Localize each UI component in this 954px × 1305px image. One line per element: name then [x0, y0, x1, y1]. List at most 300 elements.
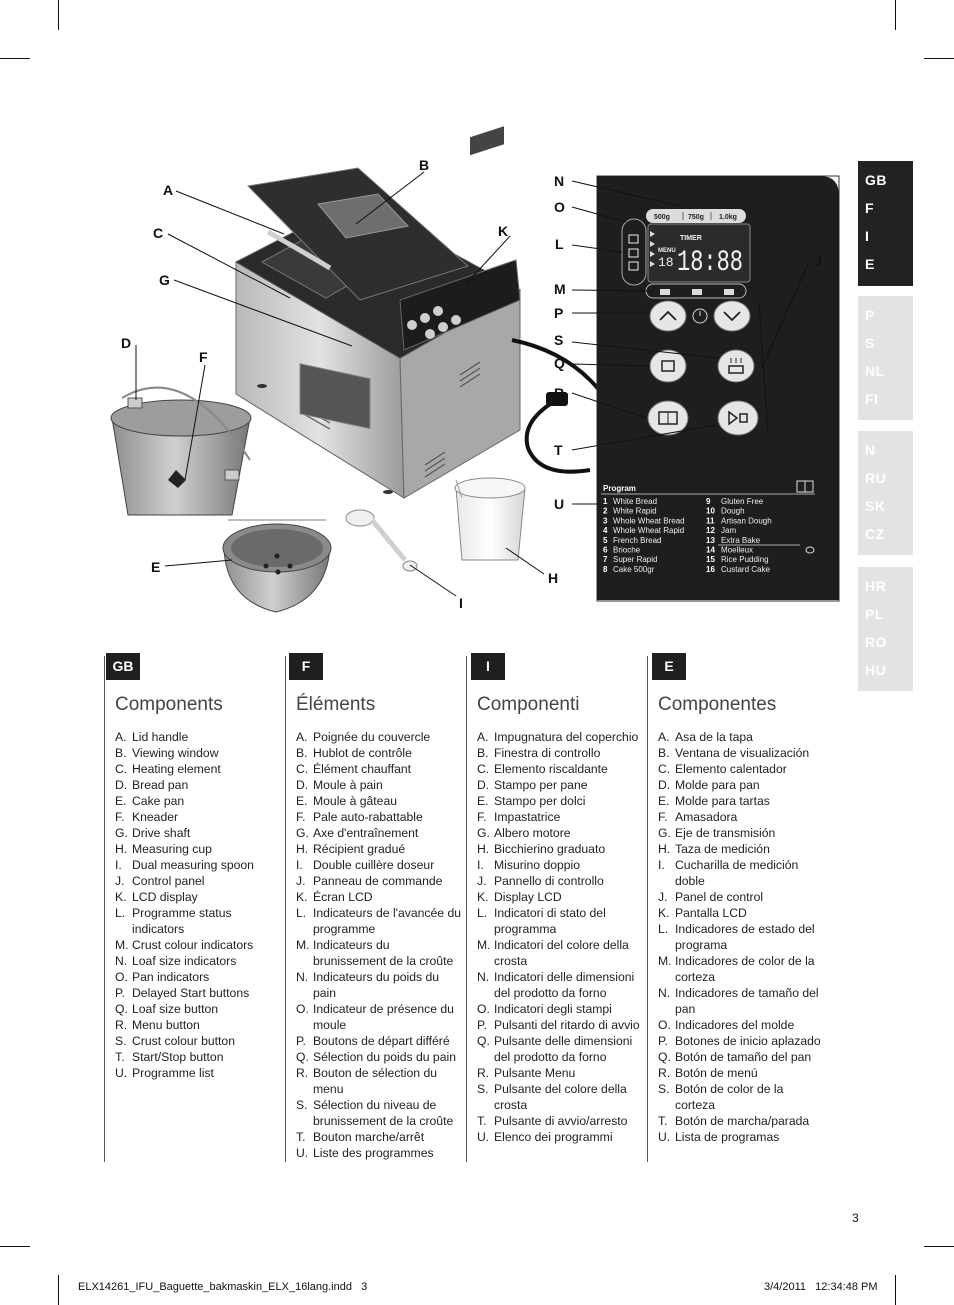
- component-letter: I.: [115, 858, 122, 872]
- component-item: [296, 841, 464, 857]
- callout-s: S: [554, 332, 564, 348]
- component-letter: D.: [658, 778, 671, 792]
- component-item: [477, 889, 645, 905]
- program-number: 9: [706, 497, 711, 506]
- measuring-spoon: [346, 510, 417, 571]
- component-text: Axe d'entraînement: [313, 826, 419, 840]
- language-code[interactable]: NL: [865, 363, 885, 379]
- language-code[interactable]: N: [865, 442, 876, 458]
- component-item: [115, 825, 265, 841]
- menu-button[interactable]: [648, 401, 688, 435]
- component-letter: G.: [477, 826, 490, 840]
- component-letter: E.: [477, 794, 489, 808]
- language-code[interactable]: PL: [865, 606, 884, 622]
- component-item: [658, 1113, 826, 1129]
- component-item: [115, 873, 265, 889]
- component-letter: C.: [477, 762, 490, 776]
- program-number: 1: [603, 497, 608, 506]
- component-item: [296, 729, 464, 745]
- program-number: 2: [603, 506, 608, 516]
- component-text: Hublot de contrôle: [313, 746, 412, 760]
- component-letter: U.: [296, 1146, 309, 1160]
- component-item: [477, 857, 645, 873]
- program-name: Whole Wheat Bread: [613, 516, 685, 526]
- component-letter: A.: [115, 730, 127, 744]
- program-number: 8: [603, 564, 608, 574]
- component-letter: N.: [115, 954, 128, 968]
- callout-a: A: [163, 182, 174, 198]
- language-group: [858, 567, 913, 691]
- component-letter: J.: [296, 874, 306, 888]
- callout-e: E: [151, 559, 161, 575]
- component-text: Indicatori delle dimensioni del prodotto da forno: [494, 970, 635, 1000]
- program-name: Cake 500gr: [613, 564, 655, 574]
- component-item: [115, 953, 265, 969]
- component-letter: T.: [477, 1114, 487, 1128]
- component-item: [115, 985, 265, 1001]
- component-text: Crust colour button: [132, 1034, 235, 1048]
- program-name: Moelleux: [721, 545, 754, 555]
- page-number: 3: [852, 1211, 859, 1225]
- language-code[interactable]: CZ: [865, 526, 885, 542]
- component-item: [658, 857, 826, 889]
- component-letter: M.: [477, 938, 491, 952]
- component-letter: G.: [115, 826, 128, 840]
- component-text: Molde para tartas: [675, 794, 770, 808]
- component-letter: L.: [658, 922, 669, 936]
- component-text: Pan indicators: [132, 970, 210, 984]
- component-text: Panel de control: [675, 890, 764, 904]
- component-letter: G.: [296, 826, 309, 840]
- component-text: Ventana de visualización: [675, 746, 810, 760]
- components-list-f: [296, 729, 464, 1161]
- component-letter: D.: [115, 778, 128, 792]
- component-letter: C.: [115, 762, 128, 776]
- component-letter: H.: [658, 842, 671, 856]
- component-letter: K.: [115, 890, 127, 904]
- component-text: Indicadores del molde: [675, 1018, 795, 1032]
- component-letter: D.: [477, 778, 490, 792]
- component-text: Indicateurs de l'avancée du programme: [313, 906, 461, 936]
- component-item: [658, 1017, 826, 1033]
- component-letter: F.: [658, 810, 668, 824]
- component-letter: O.: [658, 1018, 671, 1032]
- component-item: [296, 809, 464, 825]
- component-item: [115, 809, 265, 825]
- component-letter: D.: [296, 778, 309, 792]
- component-text: Programme status indicators: [132, 906, 232, 936]
- callout-m: M: [554, 281, 566, 297]
- callout-i: I: [459, 595, 463, 611]
- program-number: 10: [706, 506, 715, 516]
- component-letter: R.: [296, 1066, 309, 1080]
- component-item: [477, 905, 645, 937]
- language-code[interactable]: P: [865, 307, 875, 323]
- menu-label: MENU: [658, 248, 676, 254]
- component-text: Start/Stop button: [132, 1050, 224, 1064]
- component-letter: F.: [115, 810, 125, 824]
- component-text: Indicatori di stato del programma: [494, 906, 606, 936]
- language-code[interactable]: HU: [865, 662, 887, 678]
- component-item: [477, 969, 645, 1001]
- component-item: [658, 793, 826, 809]
- column-title-e: Componentes: [658, 694, 777, 715]
- component-letter: H.: [115, 842, 128, 856]
- callout-k: K: [498, 223, 509, 239]
- language-code[interactable]: I: [865, 228, 870, 244]
- components-list-gb: [115, 729, 265, 1081]
- column-badge-gb: GB: [106, 653, 140, 680]
- decrement-button[interactable]: [650, 301, 686, 331]
- component-text: Viewing window: [132, 746, 219, 760]
- callout-r: R: [554, 385, 565, 401]
- component-text: Élément chauffant: [313, 762, 412, 776]
- component-letter: P.: [296, 1034, 306, 1048]
- callout-u: U: [554, 496, 565, 512]
- component-text: Asa de la tapa: [675, 730, 753, 744]
- menu-number: 18: [658, 255, 674, 270]
- component-item: [658, 953, 826, 985]
- lcd-time: 18:88: [677, 246, 743, 280]
- increment-button[interactable]: [714, 301, 750, 331]
- component-item: [477, 809, 645, 825]
- program-number: 6: [603, 545, 608, 555]
- component-letter: S.: [477, 1082, 489, 1096]
- component-letter: B.: [296, 746, 308, 760]
- component-item: [477, 777, 645, 793]
- component-item: [115, 937, 265, 953]
- component-letter: Q.: [296, 1050, 309, 1064]
- component-item: [658, 1129, 826, 1145]
- component-text: Elemento riscaldante: [494, 762, 608, 776]
- component-item: [658, 729, 826, 745]
- component-text: Delayed Start buttons: [132, 986, 250, 1000]
- component-letter: A.: [477, 730, 489, 744]
- component-text: Indicateur de présence du moule: [313, 1002, 454, 1032]
- component-letter: Q.: [115, 1002, 128, 1016]
- component-text: Botón de color de la corteza: [675, 1082, 784, 1112]
- component-item: [658, 745, 826, 761]
- component-letter: J.: [658, 890, 668, 904]
- component-text: Indicateurs du poids du pain: [313, 970, 440, 1000]
- component-item: [658, 841, 826, 857]
- component-item: [296, 889, 464, 905]
- component-letter: H.: [296, 842, 309, 856]
- component-letter: R.: [477, 1066, 490, 1080]
- cake-pan: [223, 520, 331, 612]
- component-text: Pulsante delle dimensioni del prodotto da forno: [494, 1034, 633, 1064]
- component-item: [477, 1017, 645, 1033]
- component-letter: N.: [296, 970, 309, 984]
- component-text: Stampo per pane: [494, 778, 588, 792]
- language-code[interactable]: F: [865, 200, 875, 216]
- loaf-size-button[interactable]: [650, 350, 686, 382]
- component-item: [477, 937, 645, 969]
- callout-f: F: [199, 349, 208, 365]
- callout-n: N: [554, 173, 565, 189]
- component-text: Control panel: [132, 874, 205, 888]
- callout-g: G: [159, 272, 170, 288]
- component-letter: E.: [658, 794, 670, 808]
- language-group: [858, 431, 913, 555]
- column-title-gb: Components: [115, 694, 223, 715]
- component-text: Botón de tamaño del pan: [675, 1050, 812, 1064]
- component-text: Crust colour indicators: [132, 938, 254, 952]
- component-letter: F.: [477, 810, 487, 824]
- language-code[interactable]: E: [865, 256, 875, 272]
- component-letter: K.: [658, 906, 670, 920]
- language-code[interactable]: SK: [865, 498, 886, 514]
- program-number: 12: [706, 526, 715, 536]
- component-letter: A.: [296, 730, 308, 744]
- component-letter: F.: [296, 810, 306, 824]
- language-code[interactable]: HR: [865, 578, 887, 594]
- component-item: [658, 825, 826, 841]
- component-letter: A.: [658, 730, 670, 744]
- size-500g: 500g: [654, 214, 670, 221]
- column-title-i: Componenti: [477, 694, 580, 715]
- component-letter: M.: [658, 954, 672, 968]
- component-text: Lid handle: [132, 730, 189, 744]
- callout-q: Q: [554, 355, 565, 371]
- component-text: Sélection du niveau de brunissement de la croûte: [313, 1098, 454, 1128]
- component-letter: N.: [658, 986, 671, 1000]
- component-text: Kneader: [132, 810, 179, 824]
- language-group-active: [858, 161, 913, 286]
- program-name: Jam: [721, 526, 737, 536]
- component-text: Stampo per dolci: [494, 794, 586, 808]
- component-item: [296, 873, 464, 889]
- component-text: Impastatrice: [494, 810, 561, 824]
- component-letter: M.: [115, 938, 129, 952]
- component-text: Indicatori degli stampi: [494, 1002, 612, 1016]
- component-text: Lista de programas: [675, 1130, 780, 1144]
- component-item: [115, 1065, 265, 1081]
- component-letter: I.: [658, 858, 665, 872]
- callout-b: B: [419, 157, 430, 173]
- component-item: [658, 985, 826, 1017]
- component-item: [115, 1033, 265, 1049]
- component-item: [115, 857, 265, 873]
- component-text: Bread pan: [132, 778, 189, 792]
- component-text: Sélection du poids du pain: [313, 1050, 456, 1064]
- component-letter: C.: [658, 762, 671, 776]
- component-item: [296, 825, 464, 841]
- component-text: Double cuillère doseur: [313, 858, 435, 872]
- component-text: Pulsante del colore della crosta: [494, 1082, 627, 1112]
- component-item: [658, 809, 826, 825]
- language-code[interactable]: S: [865, 335, 875, 351]
- component-letter: L.: [477, 906, 488, 920]
- component-item: [658, 921, 826, 953]
- program-name: Brioche: [613, 545, 641, 555]
- component-letter: U.: [477, 1130, 490, 1144]
- language-code[interactable]: GB: [865, 172, 887, 188]
- product-diagram: [0, 0, 954, 640]
- callout-t: T: [554, 442, 563, 458]
- program-name: Super Rapid: [613, 555, 658, 565]
- component-item: [296, 937, 464, 969]
- component-item: [115, 969, 265, 985]
- component-letter: O.: [115, 970, 128, 984]
- component-text: Finestra di controllo: [494, 746, 601, 760]
- component-item: [115, 905, 265, 937]
- program-name: Dough: [721, 506, 745, 516]
- component-text: Loaf size indicators: [132, 954, 237, 968]
- component-text: Écran LCD: [313, 890, 373, 904]
- crop-mark: [58, 1275, 59, 1305]
- bread-pan: [111, 388, 251, 515]
- component-item: [477, 761, 645, 777]
- component-text: Pulsante Menu: [494, 1066, 576, 1080]
- component-text: Cucharilla de medición doble: [675, 858, 799, 888]
- column-badge-i: I: [471, 653, 505, 680]
- crust-colour-button[interactable]: [718, 350, 754, 382]
- component-item: [296, 1129, 464, 1145]
- component-text: Elemento calentador: [675, 762, 787, 776]
- component-letter: E.: [296, 794, 308, 808]
- component-text: Dual measuring spoon: [132, 858, 254, 872]
- component-text: Display LCD: [494, 890, 562, 904]
- component-text: Moule à pain: [313, 778, 383, 792]
- component-item: [477, 1081, 645, 1113]
- program-number: 4: [603, 526, 608, 536]
- program-number: 5: [603, 535, 608, 545]
- start-stop-button[interactable]: [718, 401, 758, 435]
- component-item: [477, 841, 645, 857]
- footer-filename: ELX14261_IFU_Baguette_bakmaskin_ELX_16lang.indd 3: [78, 1281, 368, 1293]
- language-code[interactable]: RU: [865, 470, 887, 486]
- component-item: [477, 1065, 645, 1081]
- component-item: [477, 1113, 645, 1129]
- callout-h: H: [548, 570, 559, 586]
- column-badge-e: E: [652, 653, 686, 680]
- component-letter: K.: [296, 890, 308, 904]
- program-number: 16: [706, 564, 715, 574]
- component-item: [115, 1017, 265, 1033]
- component-text: Indicadores de tamaño del pan: [675, 986, 819, 1016]
- component-item: [477, 1001, 645, 1017]
- component-letter: N.: [477, 970, 490, 984]
- program-heading: Program: [603, 484, 636, 493]
- language-code[interactable]: RO: [865, 634, 887, 650]
- components-list-i: [477, 729, 645, 1145]
- component-text: Boutons de départ différé: [313, 1034, 450, 1048]
- component-item: [296, 1049, 464, 1065]
- component-text: Measuring cup: [132, 842, 212, 856]
- component-letter: E.: [115, 794, 127, 808]
- component-item: [477, 793, 645, 809]
- component-item: [296, 777, 464, 793]
- callout-o: O: [554, 199, 565, 215]
- component-text: Albero motore: [494, 826, 571, 840]
- component-item: [658, 1033, 826, 1049]
- component-text: Loaf size button: [132, 1002, 219, 1016]
- program-number: 11: [706, 516, 715, 526]
- component-item: [296, 1097, 464, 1129]
- program-number: 13: [706, 535, 715, 545]
- program-name: Rice Pudding: [721, 555, 769, 565]
- component-letter: Q.: [658, 1050, 671, 1064]
- component-text: Elenco dei programmi: [494, 1130, 613, 1144]
- component-text: Programme list: [132, 1066, 214, 1080]
- component-text: Indicateurs du brunissement de la croûte: [313, 938, 454, 968]
- component-text: Molde para pan: [675, 778, 760, 792]
- component-item: [658, 761, 826, 777]
- language-group: [858, 296, 913, 420]
- component-item: [115, 1049, 265, 1065]
- component-letter: G.: [658, 826, 671, 840]
- component-letter: S.: [115, 1034, 127, 1048]
- component-letter: I.: [477, 858, 484, 872]
- component-letter: H.: [477, 842, 490, 856]
- component-text: Eje de transmisión: [675, 826, 776, 840]
- program-name: Extra Bake: [721, 535, 761, 545]
- component-item: [115, 793, 265, 809]
- component-letter: B.: [658, 746, 670, 760]
- crop-mark: [924, 1246, 954, 1247]
- component-item: [477, 873, 645, 889]
- component-letter: U.: [115, 1066, 128, 1080]
- language-code[interactable]: FI: [865, 391, 879, 407]
- component-item: [115, 1001, 265, 1017]
- component-text: Botón de menú: [675, 1066, 758, 1080]
- size-1kg: 1.0kg: [719, 214, 737, 221]
- component-item: [296, 857, 464, 873]
- component-text: Indicatori del colore della crosta: [494, 938, 629, 968]
- component-letter: T.: [115, 1050, 125, 1064]
- component-letter: R.: [658, 1066, 671, 1080]
- component-text: Pale auto-rabattable: [313, 810, 423, 824]
- component-letter: O.: [296, 1002, 309, 1016]
- component-letter: Q.: [477, 1034, 490, 1048]
- callout-d: D: [121, 335, 132, 351]
- component-text: LCD display: [132, 890, 198, 904]
- component-letter: T.: [296, 1130, 306, 1144]
- component-text: Récipient gradué: [313, 842, 406, 856]
- component-letter: I.: [296, 858, 303, 872]
- component-item: [477, 729, 645, 745]
- component-item: [296, 1001, 464, 1033]
- column-divider: [104, 656, 105, 1162]
- component-letter: B.: [115, 746, 127, 760]
- component-item: [296, 1033, 464, 1049]
- component-item: [658, 905, 826, 921]
- component-item: [477, 1033, 645, 1065]
- crop-mark: [895, 1275, 896, 1305]
- component-item: [658, 1081, 826, 1113]
- component-text: Drive shaft: [132, 826, 191, 840]
- component-letter: L.: [115, 906, 126, 920]
- footer-datetime: 3/4/2011 12:34:48 PM: [764, 1281, 878, 1293]
- component-item: [115, 729, 265, 745]
- component-text: Pulsanti del ritardo di avvio: [494, 1018, 640, 1032]
- component-item: [477, 1129, 645, 1145]
- component-text: Amasadora: [675, 810, 738, 824]
- component-item: [296, 1065, 464, 1097]
- component-item: [115, 761, 265, 777]
- component-item: [658, 777, 826, 793]
- component-text: Indicadores de color de la corteza: [675, 954, 815, 984]
- component-letter: P.: [477, 1018, 487, 1032]
- component-text: Indicadores de estado del programa: [675, 922, 815, 952]
- component-text: Impugnatura del coperchio: [494, 730, 639, 744]
- program-name: White Rapid: [613, 506, 657, 516]
- component-item: [296, 969, 464, 1001]
- component-item: [296, 761, 464, 777]
- component-text: Heating element: [132, 762, 221, 776]
- components-list-e: [658, 729, 826, 1145]
